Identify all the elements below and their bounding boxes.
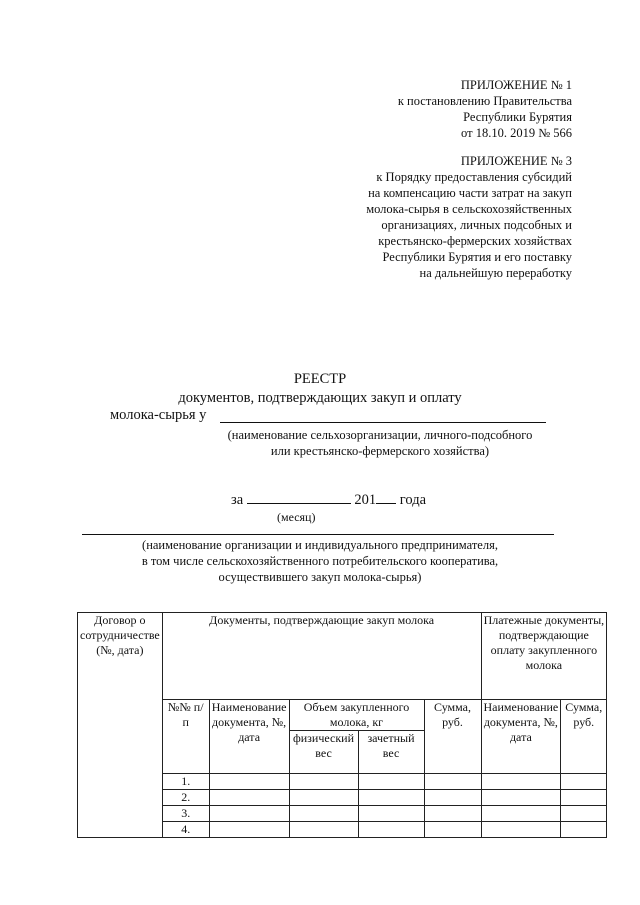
appendix-1-line: от 18.10. 2019 № 566 (461, 126, 572, 140)
period-suffix: года (399, 492, 427, 508)
organization-caption-line: или крестьянско-фермерского хозяйства) (270, 444, 490, 458)
table-cell[interactable] (424, 822, 481, 838)
appendix-3-line: на компенсацию части затрат на закуп (368, 186, 572, 200)
payment-doc-name-header: Наименование документа, №, дата (481, 700, 561, 774)
table-cell[interactable] (481, 806, 561, 822)
table-cell[interactable] (209, 790, 289, 806)
sum-header: Сумма, руб. (424, 700, 481, 774)
buyer-fill-line[interactable] (82, 534, 554, 535)
appendix-3-line: организациях, личных подсобных и (381, 218, 572, 232)
appendix-3-line: к Порядку предоставления субсидий (376, 170, 572, 184)
physical-weight-header: физический вес (289, 731, 358, 774)
purchase-docs-header: Документы, подтверждающие закуп молока (162, 613, 481, 700)
row-number: 1. (162, 774, 209, 790)
table-cell[interactable] (424, 806, 481, 822)
table-cell[interactable] (358, 806, 424, 822)
appendix-1-line: Республики Бурятия (463, 110, 572, 124)
table-cell[interactable] (289, 822, 358, 838)
month-fill-line[interactable] (247, 491, 351, 504)
appendix-3-header (366, 153, 572, 281)
table-cell[interactable] (481, 790, 561, 806)
volume-header: Объем закупленного молока, кг (289, 700, 424, 731)
month-caption: (месяц) (277, 510, 316, 524)
table-cell[interactable] (289, 806, 358, 822)
table-cell[interactable] (424, 790, 481, 806)
table-cell[interactable] (358, 790, 424, 806)
table-cell[interactable] (209, 822, 289, 838)
document-subtitle: документов, подтверждающих закуп и оплату (178, 390, 462, 406)
appendix-1-header (398, 77, 572, 141)
table-cell[interactable] (358, 774, 424, 790)
table-cell[interactable] (481, 822, 561, 838)
table-cell[interactable] (481, 774, 561, 790)
row-number: 4. (162, 822, 209, 838)
registry-table (77, 612, 607, 838)
buyer-caption (100, 537, 540, 585)
num-header: №№ п/п (162, 700, 209, 774)
organization-caption (190, 427, 570, 459)
table-cell[interactable] (289, 790, 358, 806)
period-prefix: за (231, 492, 244, 508)
table-cell[interactable] (209, 806, 289, 822)
table-cell[interactable] (561, 790, 607, 806)
appendix-3-line: на дальнейшую переработку (419, 266, 572, 280)
buyer-caption-line: осуществившего закуп молока-сырья) (218, 570, 422, 584)
document-title: РЕЕСТР (293, 371, 347, 387)
table-cell[interactable] (209, 774, 289, 790)
buyer-caption-line: в том числе сельскохозяйственного потребительского кооператива, (141, 554, 499, 568)
purchase-from-label: молока-сырья у (110, 407, 207, 423)
organization-fill-line[interactable] (220, 413, 546, 423)
year-fill-line[interactable] (376, 491, 396, 504)
organization-caption-line: (наименование сельхозорганизации, личного-подсобного (227, 428, 533, 442)
year-prefix: 201 (354, 492, 377, 508)
appendix-1-line: ПРИЛОЖЕНИЕ № 1 (460, 78, 572, 92)
table-cell[interactable] (561, 774, 607, 790)
appendix-3-line: молока-сырья в сельскохозяйственных (366, 202, 572, 216)
table-cell[interactable] (424, 774, 481, 790)
row-number: 2. (162, 790, 209, 806)
row-number: 3. (162, 806, 209, 822)
contract-header: Договор о сотрудничестве (№, дата) (78, 613, 163, 838)
table-cell[interactable] (289, 774, 358, 790)
payment-docs-header: Платежные документы, подтверждающие оплату закупленного молока (481, 613, 607, 700)
appendix-3-line: Республики Бурятия и его поставку (382, 250, 572, 264)
table-cell[interactable] (561, 822, 607, 838)
credited-weight-header: зачетный вес (358, 731, 424, 774)
doc-name-header: Наименование документа, №, дата (209, 700, 289, 774)
appendix-1-line: к постановлению Правительства (397, 94, 572, 108)
table-cell[interactable] (358, 822, 424, 838)
table-cell[interactable] (561, 806, 607, 822)
buyer-caption-line: (наименование организации и индивидуального предпринимателя, (142, 538, 498, 552)
appendix-3-line: ПРИЛОЖЕНИЕ № 3 (460, 154, 572, 168)
period-line (231, 491, 426, 509)
appendix-3-line: крестьянско-фермерских хозяйствах (378, 234, 572, 248)
payment-sum-header: Сумма, руб. (561, 700, 607, 774)
